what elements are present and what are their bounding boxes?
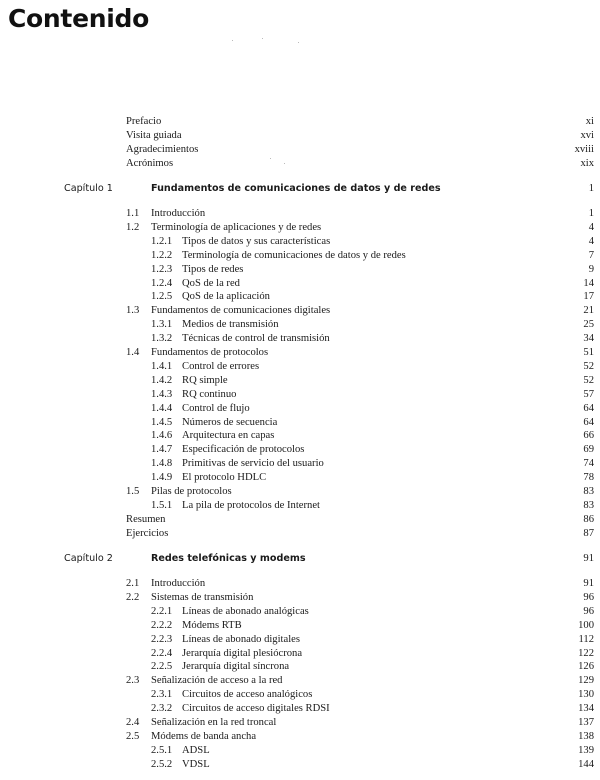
- entry-title: Líneas de abonado analógicas: [182, 605, 309, 617]
- subsection-item: [0, 332, 600, 346]
- section-number: 2.2.1: [151, 605, 173, 617]
- page-number: xix: [580, 157, 594, 169]
- section-number: 2.3: [126, 675, 140, 687]
- section-number: 1.2: [126, 221, 140, 233]
- page-number: 4: [588, 235, 594, 247]
- page-number: 7: [588, 249, 594, 261]
- page-number: 21: [583, 305, 594, 317]
- entry-title: Tipos de redes: [182, 263, 244, 275]
- page-number: 9: [588, 263, 594, 275]
- chapter-label: Capítulo 2: [64, 553, 113, 564]
- entry-title: Introducción: [151, 208, 206, 219]
- page-number: 87: [583, 527, 594, 539]
- entry-title: Líneas de abonado digitales: [182, 633, 300, 645]
- subsection-item: [0, 416, 600, 430]
- subsection-item: [0, 702, 600, 716]
- section-number: 2.5: [126, 730, 140, 742]
- page-number: xvi: [580, 129, 594, 141]
- entry-title: Fundamentos de protocolos: [151, 347, 269, 358]
- scan-speck: [262, 38, 263, 39]
- entry-title: Terminología de comunicaciones de datos y de redes: [182, 249, 406, 261]
- page-number: 17: [583, 291, 594, 303]
- page-number: 134: [578, 703, 594, 715]
- page-number: 129: [578, 675, 594, 687]
- entry-title: Señalización de acceso a la red: [151, 675, 283, 687]
- entry-title: Pilas de protocolos: [151, 486, 232, 497]
- subsection-item: [0, 374, 600, 388]
- section-item: [0, 485, 600, 499]
- chapter-title: Redes telefónicas y modems: [151, 553, 306, 564]
- scan-speck: [232, 40, 233, 41]
- entry-title: Primitivas de servicio del usuario: [182, 458, 324, 470]
- section-item: [0, 207, 600, 221]
- entry-title: QoS de la aplicación: [182, 291, 270, 303]
- chapter-heading: [0, 552, 600, 566]
- page-number: 78: [583, 472, 594, 484]
- section-number: 1.2.5: [151, 291, 173, 303]
- subsection-item: [0, 429, 600, 443]
- page-number: xi: [585, 116, 594, 127]
- page-number: 139: [578, 744, 594, 756]
- page-title: Contenido: [8, 4, 149, 33]
- section-number: 1.4.4: [151, 402, 173, 414]
- section-item: [0, 346, 600, 360]
- front-matter-item: [0, 129, 600, 143]
- page-number: 86: [583, 513, 594, 525]
- entry-title: La pila de protocolos de Internet: [182, 499, 320, 511]
- page-number: 51: [583, 347, 594, 358]
- subsection-item: [0, 744, 600, 758]
- entry-title: Sistemas de transmisión: [151, 591, 254, 603]
- entry-title: Circuitos de acceso analógicos: [182, 689, 313, 701]
- page-number: 66: [583, 430, 594, 442]
- page-number: 83: [583, 486, 594, 497]
- page-number: 144: [578, 758, 594, 770]
- subsection-item: [0, 471, 600, 485]
- subsection-item: [0, 758, 600, 772]
- entry-title: Números de secuencia: [182, 416, 278, 428]
- section-number: 1.3: [126, 305, 140, 317]
- section-number: 1.2.3: [151, 263, 173, 275]
- section-number: 1.4.2: [151, 374, 173, 386]
- subsection-item: [0, 318, 600, 332]
- page-number: 64: [583, 402, 594, 414]
- chapter-extra-item: [0, 527, 600, 541]
- entry-title: Módems de banda ancha: [151, 730, 257, 742]
- front-matter-item: [0, 157, 600, 171]
- chapter-heading: [0, 182, 600, 196]
- section-number: 2.3.2: [151, 703, 173, 715]
- entry-title: RQ continuo: [182, 388, 237, 400]
- page-number: 96: [583, 591, 594, 603]
- section-item: [0, 304, 600, 318]
- section-number: 2.1: [126, 578, 140, 589]
- section-item: [0, 716, 600, 730]
- entry-title: Arquitectura en capas: [182, 430, 275, 442]
- section-number: 2.2.4: [151, 647, 173, 659]
- page-number: 57: [583, 388, 594, 400]
- section-number: 1.2.4: [151, 277, 173, 289]
- entry-title: Técnicas de control de transmisión: [182, 333, 330, 345]
- chapter-label: Capítulo 1: [64, 183, 113, 194]
- entry-title: Medios de transmisión: [182, 319, 279, 331]
- subsection-item: [0, 388, 600, 402]
- entry-title: Especificación de protocolos: [182, 444, 305, 456]
- section-number: 1.2.2: [151, 249, 173, 261]
- entry-title: El protocolo HDLC: [182, 472, 267, 484]
- entry-title: Módems RTB: [182, 619, 242, 631]
- section-item: [0, 591, 600, 605]
- page-number: 64: [583, 416, 594, 428]
- entry-title: Resumen: [126, 513, 166, 525]
- section-number: 1.4.1: [151, 360, 173, 372]
- entry-title: QoS de la red: [182, 277, 240, 289]
- entry-title: VDSL: [182, 758, 210, 770]
- page-number: 34: [583, 333, 594, 345]
- page-number: 69: [583, 444, 594, 456]
- entry-title: Tipos de datos y sus características: [182, 235, 331, 247]
- page-number: 91: [583, 578, 594, 589]
- front-matter-item: [0, 115, 600, 129]
- section-item: [0, 577, 600, 591]
- section-number: 2.5.2: [151, 758, 173, 770]
- section-number: 1.3.1: [151, 319, 173, 331]
- section-number: 2.2.2: [151, 619, 173, 631]
- section-number: 1.5: [126, 486, 140, 497]
- section-number: 1.4.3: [151, 388, 173, 400]
- scan-speck: [284, 163, 285, 164]
- section-item: [0, 674, 600, 688]
- entry-title: Terminología de aplicaciones y de redes: [151, 221, 322, 233]
- entry-title: Control de errores: [182, 360, 260, 372]
- section-number: 2.4: [126, 717, 140, 728]
- section-number: 2.5.1: [151, 744, 173, 756]
- subsection-item: [0, 647, 600, 661]
- entry-title: Visita guiada: [126, 129, 182, 141]
- entry-title: RQ simple: [182, 374, 228, 386]
- chapter-title: Fundamentos de comunicaciones de datos y de redes: [151, 183, 441, 194]
- subsection-item: [0, 277, 600, 291]
- section-number: 2.2.3: [151, 633, 173, 645]
- front-matter-item: [0, 143, 600, 157]
- section-number: 1.5.1: [151, 499, 173, 511]
- section-item: [0, 730, 600, 744]
- section-number: 1.4.7: [151, 444, 173, 456]
- entry-title: Fundamentos de comunicaciones digitales: [151, 305, 331, 317]
- page-number: 122: [578, 647, 594, 659]
- page-number: 100: [578, 619, 594, 631]
- page-number: 74: [583, 458, 594, 470]
- subsection-item: [0, 619, 600, 633]
- section-number: 2.3.1: [151, 689, 173, 701]
- page-number: 1: [588, 208, 594, 219]
- entry-title: Circuitos de acceso digitales RDSI: [182, 703, 330, 715]
- entry-title: Introducción: [151, 578, 206, 589]
- page-number: 91: [583, 553, 594, 564]
- entry-title: Control de flujo: [182, 402, 250, 414]
- entry-title: Prefacio: [126, 116, 162, 127]
- section-item: [0, 221, 600, 235]
- subsection-item: [0, 499, 600, 513]
- section-number: 1.4.8: [151, 458, 173, 470]
- subsection-item: [0, 443, 600, 457]
- page-number: 1: [588, 183, 594, 194]
- page-number: 52: [583, 360, 594, 372]
- page-number: 137: [578, 717, 594, 728]
- page-number: xviii: [574, 143, 594, 155]
- entry-title: ADSL: [182, 744, 210, 756]
- section-number: 2.2: [126, 591, 140, 603]
- section-number: 1.3.2: [151, 333, 173, 345]
- section-number: 1.4.6: [151, 430, 173, 442]
- page-number: 4: [588, 221, 594, 233]
- subsection-item: [0, 290, 600, 304]
- subsection-item: [0, 605, 600, 619]
- section-number: 2.2.5: [151, 661, 173, 673]
- subsection-item: [0, 688, 600, 702]
- subsection-item: [0, 660, 600, 674]
- section-number: 1.4.9: [151, 472, 173, 484]
- page-number: 96: [583, 605, 594, 617]
- page-number: 83: [583, 499, 594, 511]
- subsection-item: [0, 633, 600, 647]
- subsection-item: [0, 360, 600, 374]
- section-number: 1.4: [126, 347, 140, 358]
- page-number: 130: [578, 689, 594, 701]
- scan-speck: [270, 158, 271, 159]
- section-number: 1.2.1: [151, 235, 173, 247]
- page-number: 14: [583, 277, 594, 289]
- section-number: 1.4.5: [151, 416, 173, 428]
- page-number: 138: [578, 730, 594, 742]
- entry-title: Jerarquía digital plesiócrona: [182, 647, 303, 659]
- subsection-item: [0, 263, 600, 277]
- subsection-item: [0, 249, 600, 263]
- chapter-extra-item: [0, 513, 600, 527]
- subsection-item: [0, 235, 600, 249]
- subsection-item: [0, 457, 600, 471]
- entry-title: Agradecimientos: [126, 143, 199, 155]
- section-number: 1.1: [126, 208, 140, 219]
- page-number: 25: [583, 319, 594, 331]
- subsection-item: [0, 402, 600, 416]
- entry-title: Acrónimos: [126, 157, 174, 169]
- scan-speck: [298, 42, 299, 43]
- entry-title: Jerarquía digital síncrona: [182, 661, 290, 673]
- entry-title: Señalización en la red troncal: [151, 717, 277, 728]
- page-number: 126: [578, 661, 594, 673]
- page-number: 112: [578, 633, 594, 645]
- page-number: 52: [583, 374, 594, 386]
- entry-title: Ejercicios: [126, 527, 169, 539]
